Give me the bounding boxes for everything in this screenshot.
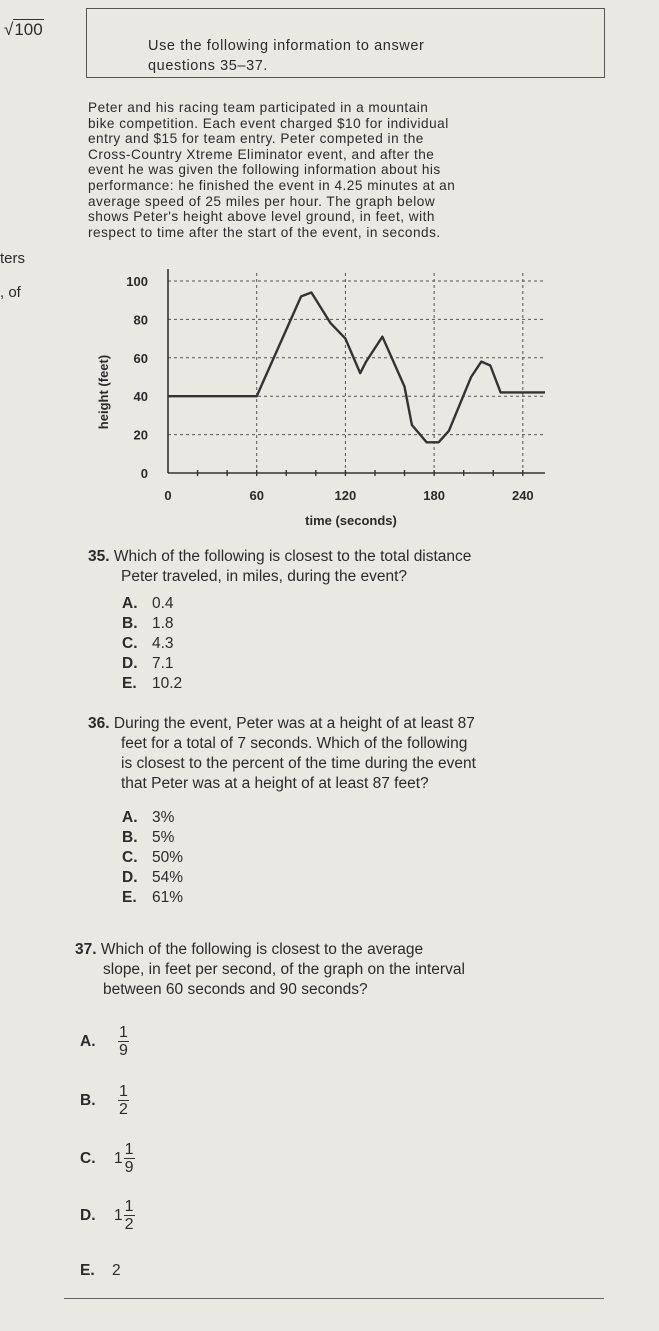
option-label: A. <box>80 1032 96 1050</box>
numerator: 1 <box>124 1198 134 1215</box>
option-text: 0.4 <box>152 595 174 612</box>
option-36-e[interactable] <box>122 888 183 908</box>
sqrt-radicand: 100 <box>14 20 43 39</box>
intro-line: event he was given the following information about his <box>88 162 441 178</box>
question-text-line: that Peter was at a height of at least 87 feet? <box>121 775 429 792</box>
option-text: 61% <box>152 889 184 906</box>
instruction-line-2: questions 35–37. <box>148 58 269 74</box>
option-37-d[interactable] <box>80 1198 135 1233</box>
numerator: 1 <box>119 1083 128 1100</box>
option-label: A. <box>122 809 138 826</box>
y-tick-label: 20 <box>133 427 148 443</box>
question-35 <box>88 547 588 587</box>
question-text-line: Peter traveled, in miles, during the event? <box>121 568 408 585</box>
option-label: C. <box>122 635 138 652</box>
question-text-line: During the event, Peter was at a height of at least 87 <box>113 715 475 732</box>
intro-paragraph <box>88 100 558 240</box>
intro-line: bike competition. Each event charged $10 for individual <box>88 115 449 131</box>
x-axis-label: time (seconds) <box>305 513 397 528</box>
denominator: 2 <box>119 1101 128 1118</box>
option-text: 3% <box>152 809 175 826</box>
y-tick-label: 100 <box>126 274 148 289</box>
height-time-chart <box>80 255 560 535</box>
option-37-a[interactable] <box>80 1024 129 1059</box>
y-tick-label: 80 <box>133 312 148 328</box>
option-text: 5% <box>152 829 175 846</box>
height-series-line <box>168 293 545 443</box>
question-text-line: Which of the following is closest to the average <box>100 941 424 958</box>
fraction <box>124 1198 135 1233</box>
y-tick-label: 0 <box>140 466 148 481</box>
instruction-line-1: Use the following information to answer <box>148 38 425 54</box>
option-label: C. <box>80 1149 96 1167</box>
option-text: 7.1 <box>152 655 174 672</box>
x-tick-label: 60 <box>249 488 264 503</box>
y-tick-label: 60 <box>133 350 148 366</box>
question-text-line: slope, in feet per second, of the graph on the interval <box>103 961 465 978</box>
fraction <box>124 1141 135 1176</box>
chart-axes <box>168 269 545 473</box>
chart-ticks <box>126 274 533 503</box>
options-36 <box>122 808 183 908</box>
question-text-line: between 60 seconds and 90 seconds? <box>103 981 368 998</box>
option-text: 4.3 <box>152 635 174 652</box>
fraction <box>118 1083 129 1118</box>
option-37-b[interactable] <box>80 1083 129 1118</box>
numerator: 1 <box>124 1141 134 1158</box>
denominator: 9 <box>119 1042 128 1059</box>
intro-line: average speed of 25 miles per hour. The graph below <box>88 193 436 209</box>
x-tick-label: 240 <box>511 488 534 503</box>
option-text: 54% <box>152 869 184 886</box>
option-label: B. <box>122 615 138 632</box>
option-35-c[interactable] <box>122 634 182 654</box>
option-35-d[interactable] <box>122 654 182 674</box>
edge-fragment-1: ters <box>0 250 26 267</box>
intro-line: entry and $15 for team entry. Peter competed in the <box>88 131 424 147</box>
option-35-a[interactable] <box>122 594 182 614</box>
option-label: E. <box>122 889 137 906</box>
question-text-line: is closest to the percent of the time during the event <box>121 755 476 772</box>
option-label: E. <box>122 675 137 692</box>
option-text: 1.8 <box>152 615 174 632</box>
numerator: 1 <box>119 1024 128 1041</box>
intro-line: performance: he finished the event in 4.25 minutes at an <box>88 177 456 193</box>
options-35 <box>122 594 182 694</box>
edge-fragment-2: , of <box>0 284 21 301</box>
intro-line: respect to time after the start of the event, in seconds. <box>88 224 441 240</box>
option-36-d[interactable] <box>122 868 183 888</box>
bottom-rule <box>64 1298 604 1299</box>
option-label: D. <box>80 1206 96 1224</box>
x-tick-label: 0 <box>164 488 172 503</box>
intro-line: Peter and his racing team participated in a mountain <box>88 100 429 115</box>
option-label: D. <box>122 869 138 886</box>
option-label: B. <box>122 829 138 846</box>
question-text-line: feet for a total of 7 seconds. Which of the following <box>121 735 468 752</box>
option-text: 2 <box>112 1262 121 1279</box>
option-text: 50% <box>152 849 184 866</box>
sqrt-fragment: √100 <box>4 20 43 39</box>
question-text-line: Which of the following is closest to the total distance <box>113 548 472 565</box>
intro-line: shows Peter's height above level ground, in feet, with <box>88 209 435 225</box>
option-36-c[interactable] <box>122 848 183 868</box>
instruction-text <box>148 36 528 76</box>
option-37-e[interactable] <box>80 1261 121 1281</box>
fraction <box>118 1024 129 1059</box>
option-37-c[interactable] <box>80 1141 135 1176</box>
chart-series <box>168 293 545 443</box>
chart-grid <box>168 273 545 473</box>
option-text: 10.2 <box>152 675 183 692</box>
option-label: D. <box>122 655 138 672</box>
whole-number: 1 <box>114 1149 123 1167</box>
whole-number: 1 <box>114 1206 123 1224</box>
option-35-b[interactable] <box>122 614 182 634</box>
denominator: 9 <box>124 1159 134 1176</box>
question-number: 36. <box>88 715 110 732</box>
option-35-e[interactable] <box>122 674 182 694</box>
x-tick-label: 180 <box>423 488 445 503</box>
question-37 <box>75 940 615 1000</box>
intro-line: Cross-Country Xtreme Eliminator event, and after the <box>88 146 435 162</box>
question-number: 35. <box>88 548 110 565</box>
option-label: C. <box>122 849 138 866</box>
question-number: 37. <box>75 941 97 958</box>
option-36-b[interactable] <box>122 828 183 848</box>
question-36 <box>88 714 588 794</box>
x-tick-label: 120 <box>334 488 357 503</box>
option-label: E. <box>80 1262 95 1279</box>
option-label: B. <box>80 1091 96 1109</box>
option-label: A. <box>122 595 138 612</box>
y-axis-label: height (feet) <box>96 354 111 430</box>
option-36-a[interactable] <box>122 808 183 828</box>
y-tick-label: 40 <box>133 389 148 405</box>
denominator: 2 <box>124 1216 134 1233</box>
